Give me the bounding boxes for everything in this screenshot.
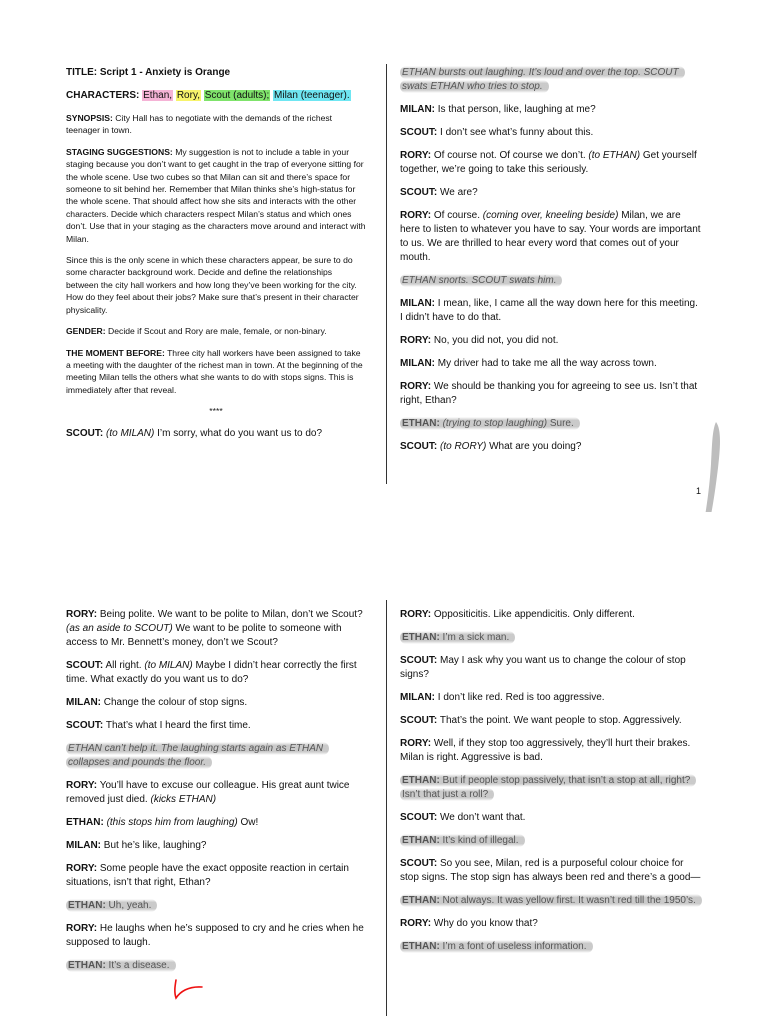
stage-text: ETHAN can’t help it. The laughing starts again as ETHAN collapses and pounds the floor. bbox=[68, 743, 324, 768]
speaker-name: RORY: bbox=[66, 923, 98, 934]
line-text: Not always. It was yellow first. It wasn’t red till the 1950’s. bbox=[439, 895, 696, 906]
dialogue-line bbox=[400, 811, 702, 825]
dialogue-line bbox=[400, 186, 702, 200]
line-text: What are you doing? bbox=[486, 441, 582, 452]
line-text: Sure. bbox=[547, 418, 574, 429]
script-title: TITLE: Script 1 - Anxiety is Orange bbox=[66, 67, 231, 78]
line-text: Milan, we are here to listen to whatever you have to say. Your words are important to us. We are thrilled to hear every word that comes out of your mouth. bbox=[400, 210, 701, 263]
stage-text: ETHAN bursts out laughing. It’s loud and over the top. SCOUT swats ETHAN who tries to stop. bbox=[402, 67, 679, 92]
character-ethan: Ethan, bbox=[143, 90, 173, 101]
speaker-name: RORY: bbox=[400, 918, 432, 929]
separator: **** bbox=[209, 406, 223, 417]
speaker-name: SCOUT: bbox=[400, 187, 438, 198]
speaker-name: RORY: bbox=[400, 738, 432, 749]
line-text: Is that person, like, laughing at me? bbox=[435, 104, 596, 115]
dialogue-line bbox=[400, 714, 702, 728]
line-text: Of course not. Of course we don’t. bbox=[431, 150, 589, 161]
dialogue-line bbox=[66, 959, 366, 973]
dialogue-line bbox=[400, 834, 702, 848]
dialogue-line bbox=[66, 922, 366, 950]
gray-smudge-mark bbox=[702, 420, 724, 526]
line-text: That’s what I heard the first time. bbox=[103, 720, 251, 731]
dialogue-line bbox=[400, 774, 702, 802]
line-text: He laughs when he’s supposed to cry and he cries when he supposed to laugh. bbox=[66, 923, 364, 948]
parenthetical: (as an aside to SCOUT) bbox=[66, 623, 173, 634]
line-text: We don’t want that. bbox=[437, 812, 526, 823]
dialogue-line bbox=[400, 737, 702, 765]
line-text: I’m a sick man. bbox=[439, 632, 510, 643]
dialogue-line bbox=[400, 654, 702, 682]
speaker-name: SCOUT: bbox=[400, 812, 438, 823]
dialogue-line bbox=[66, 608, 366, 650]
dialogue-line bbox=[400, 857, 702, 885]
page1-right-column bbox=[400, 66, 702, 463]
speaker-name: MILAN: bbox=[400, 358, 435, 369]
synopsis: SYNOPSIS: City Hall has to negotiate with the demands of the richest teenager in town. bbox=[66, 113, 333, 136]
speaker-name: ETHAN: bbox=[402, 418, 440, 429]
line-text: I don’t see what’s funny about this. bbox=[437, 127, 594, 138]
speaker-name: ETHAN: bbox=[402, 941, 440, 952]
line-text: Change the colour of stop signs. bbox=[101, 697, 248, 708]
line-text: But he’s like, laughing? bbox=[101, 840, 207, 851]
stage-direction bbox=[400, 66, 702, 94]
column-divider bbox=[386, 600, 387, 1016]
dialogue-line bbox=[66, 839, 366, 853]
column-divider bbox=[386, 64, 387, 484]
dialogue-line bbox=[400, 631, 702, 645]
line-text: My driver had to take me all the way across town. bbox=[435, 358, 657, 369]
dialogue-line bbox=[400, 297, 702, 325]
line-text: Ow! bbox=[237, 817, 259, 828]
speaker-name: ETHAN: bbox=[402, 632, 440, 643]
parenthetical: (to ETHAN) bbox=[588, 150, 641, 161]
speaker-name: ETHAN: bbox=[66, 817, 104, 828]
dialogue-line bbox=[400, 380, 702, 408]
line-text: Well, if they stop too aggressively, they’ll hurt their brakes. Milan is right. Aggressive is bad. bbox=[400, 738, 691, 763]
page2-left-column bbox=[66, 608, 366, 982]
dialogue-line bbox=[400, 691, 702, 705]
parenthetical: (trying to stop laughing) bbox=[442, 418, 548, 429]
stage-text: ETHAN snorts. SCOUT swats him. bbox=[402, 275, 557, 286]
dialogue-line bbox=[400, 103, 702, 117]
dialogue-line bbox=[400, 357, 702, 371]
gender-note: GENDER: Decide if Scout and Rory are male, female, or non-binary. bbox=[66, 326, 327, 337]
parenthetical: (coming over, kneeling beside) bbox=[482, 210, 619, 221]
parenthetical: (this stops him from laughing) bbox=[106, 817, 238, 828]
page2-right-column bbox=[400, 608, 702, 963]
line-text: It’s kind of illegal. bbox=[439, 835, 519, 846]
speaker-name: RORY: bbox=[66, 863, 98, 874]
speaker-name: RORY: bbox=[66, 780, 98, 791]
speaker-name: RORY: bbox=[400, 335, 432, 346]
dialogue-line bbox=[66, 779, 366, 807]
line-text: So you see, Milan, red is a purposeful colour choice for stop signs. The stop sign has always been red and there’s a good— bbox=[400, 858, 701, 883]
page-gap bbox=[0, 512, 768, 596]
speaker-name: RORY: bbox=[400, 150, 432, 161]
dialogue-line bbox=[400, 209, 702, 265]
speaker-name: RORY: bbox=[400, 210, 432, 221]
parenthetical: (kicks ETHAN) bbox=[150, 794, 217, 805]
line-text: We are? bbox=[437, 187, 478, 198]
line-text: All right. bbox=[103, 660, 145, 671]
character-milan: Milan (teenager). bbox=[274, 90, 350, 101]
line-text: May I ask why you want us to change the colour of stop signs? bbox=[400, 655, 686, 680]
line-text: We want to be polite to someone with access to Mr. Bennett’s money, don’t we Scout? bbox=[66, 623, 342, 648]
speaker-name: RORY: bbox=[66, 609, 98, 620]
dialogue-line bbox=[66, 659, 366, 687]
speaker-name: SCOUT: bbox=[400, 715, 438, 726]
character-scout: Scout (adults); bbox=[204, 90, 270, 101]
dialogue-line bbox=[66, 719, 366, 733]
stage-direction bbox=[66, 742, 366, 770]
line-text: I mean, like, I came all the way down here for this meeting. I didn’t have to do that. bbox=[400, 298, 698, 323]
dialogue-line bbox=[400, 894, 702, 908]
line-text: We should be thanking you for agreeing to see us. Isn’t that right, Ethan? bbox=[400, 381, 698, 406]
dialogue-line bbox=[400, 940, 702, 954]
staging-suggestions: STAGING SUGGESTIONS: My suggestion is not to include a table in your staging because you don’t want to get caught in the trap of everyone sitting for the whole scene. Use two cubes so that Milan can sit and there’s space for someone to sit behind her. Remember that Milan thinks she’s high-status for the whole scene. That should affect how she sits and interacts with the other characters. Decide which characters respect Milan’s status and which ones don’t. Use that in your staging as the characters move around and interact with Milan. bbox=[66, 146, 366, 244]
page1-left-column bbox=[66, 66, 366, 450]
dialogue-line: SCOUT: (to MILAN) I’m sorry, what do you want us to do? bbox=[66, 427, 323, 439]
line-text: Uh, yeah. bbox=[105, 900, 152, 911]
line-text: Get yourself together, we’re going to take this seriously. bbox=[400, 150, 697, 175]
line-text: But if people stop passively, that isn’t a stop at all, right? Isn’t that just a roll? bbox=[402, 775, 691, 800]
speaker-name: MILAN: bbox=[400, 298, 435, 309]
speaker-name: RORY: bbox=[400, 381, 432, 392]
dialogue-line bbox=[400, 149, 702, 177]
speaker-name: ETHAN: bbox=[68, 900, 106, 911]
speaker-name: SCOUT: bbox=[400, 858, 438, 869]
moment-before: THE MOMENT BEFORE: Three city hall workers have been assigned to take a meeting with the daughter of the richest man in town. At the beginning of the meeting Milan tells the others what she wants to do with stops signs. This is immediately after that reveal. bbox=[66, 347, 363, 395]
line-text: I’m a font of useless information. bbox=[439, 941, 587, 952]
line-text: It’s a disease. bbox=[105, 960, 170, 971]
line-text: No, you did not, you did not. bbox=[431, 335, 559, 346]
dialogue-line bbox=[66, 816, 366, 830]
line-text: Why do you know that? bbox=[431, 918, 538, 929]
speaker-name: SCOUT: bbox=[400, 655, 438, 666]
parenthetical: (to RORY) bbox=[440, 441, 487, 452]
speaker-name: MILAN: bbox=[400, 104, 435, 115]
dialogue-line bbox=[400, 334, 702, 348]
dialogue-line bbox=[66, 696, 366, 710]
speaker-name: SCOUT: bbox=[400, 127, 438, 138]
page-number: 1 bbox=[696, 486, 702, 496]
speaker-name: SCOUT: bbox=[66, 660, 104, 671]
character-rory: Rory, bbox=[176, 90, 200, 101]
line-text: Being polite. We want to be polite to Milan, don’t we Scout? bbox=[97, 609, 363, 620]
dialogue-line bbox=[400, 917, 702, 931]
line-text: I don’t like red. Red is too aggressive. bbox=[435, 692, 605, 703]
line-text: You’ll have to excuse our colleague. His great aunt twice removed just died. bbox=[66, 780, 350, 805]
red-pen-mark bbox=[170, 978, 206, 1002]
line-text: Oppositicitis. Like appendicitis. Only different. bbox=[431, 609, 635, 620]
speaker-name: SCOUT: bbox=[66, 720, 104, 731]
line-text: Of course. bbox=[431, 210, 483, 221]
line-text: That’s the point. We want people to stop. Aggressively. bbox=[437, 715, 682, 726]
dialogue-line bbox=[66, 899, 366, 913]
dialogue-line bbox=[400, 440, 702, 454]
line-text: Maybe I didn’t hear correctly the first time. What exactly do you want us to do? bbox=[66, 660, 357, 685]
speaker-name: MILAN: bbox=[66, 697, 101, 708]
speaker-name: SCOUT: bbox=[400, 441, 438, 452]
stage-direction bbox=[400, 274, 702, 288]
speaker-name: ETHAN: bbox=[402, 895, 440, 906]
dialogue-line bbox=[400, 608, 702, 622]
background-note: Since this is the only scene in which these characters appear, be sure to do some character background work. Decide and define the relationships between the city hall workers and how long they’ve been working for the city. How do they feel about their jobs? Make sure that’s present in their character physicality. bbox=[66, 255, 359, 315]
line-text: Some people have the exact opposite reaction in certain situations, isn’t that right, Ethan? bbox=[66, 863, 349, 888]
speaker-name: ETHAN: bbox=[402, 835, 440, 846]
speaker-name: ETHAN: bbox=[68, 960, 106, 971]
script-page-2 bbox=[0, 596, 768, 1024]
dialogue-line bbox=[400, 417, 702, 431]
parenthetical: (to MILAN) bbox=[144, 660, 193, 671]
speaker-name: ETHAN: bbox=[402, 775, 440, 786]
dialogue-line bbox=[400, 126, 702, 140]
speaker-name: RORY: bbox=[400, 609, 432, 620]
characters-line: CHARACTERS: Ethan, Rory, Scout (adults); Milan (teenager). bbox=[66, 90, 350, 101]
dialogue-line bbox=[66, 862, 366, 890]
speaker-name: MILAN: bbox=[66, 840, 101, 851]
speaker-name: MILAN: bbox=[400, 692, 435, 703]
